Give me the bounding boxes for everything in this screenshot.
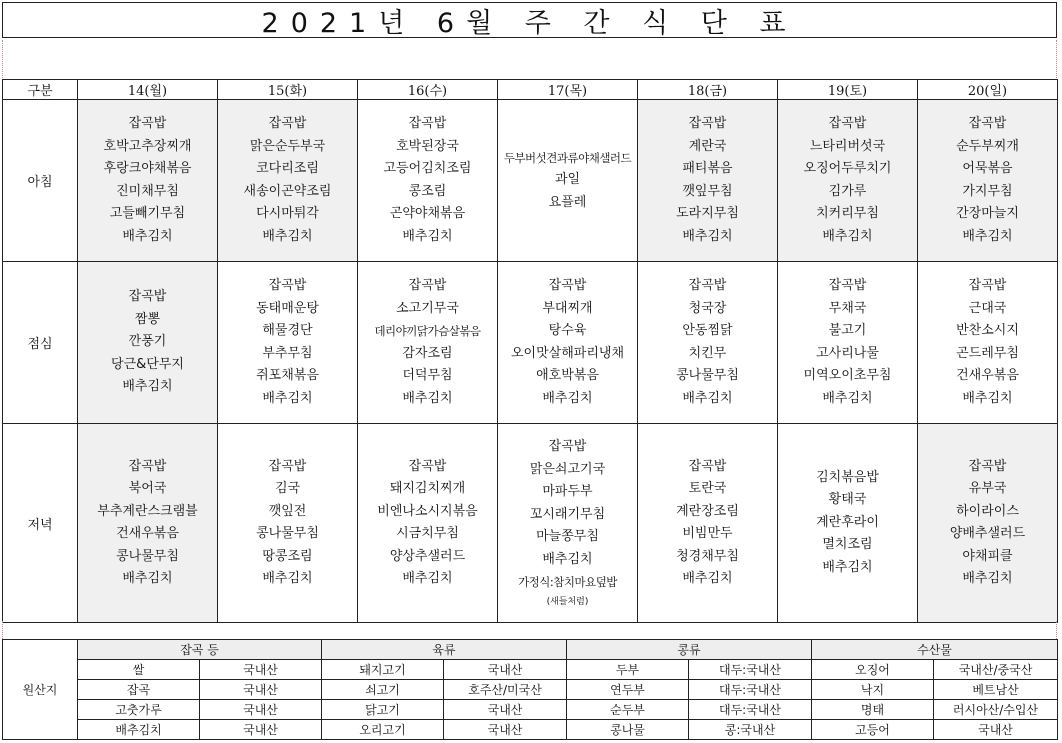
origin-item: 고춧가루	[78, 700, 200, 720]
menu-item: 느타리버섯국	[809, 138, 886, 154]
origin-item: 콩나물	[567, 720, 689, 740]
menu-item: 배추김치	[262, 228, 313, 244]
menu-item: 다시마튀각	[256, 206, 319, 221]
menu-item: 배추김치	[262, 390, 313, 406]
menu-item: 배추김치	[682, 571, 733, 586]
origin-row	[3, 660, 1058, 680]
origin-item: 오리고기	[322, 720, 444, 740]
menu-cell	[638, 100, 778, 262]
origin-country: 대두:국내산	[689, 700, 812, 720]
origin-item: 낙지	[812, 680, 934, 700]
menu-item: 쥐포채볶음	[256, 368, 319, 383]
menu-item: 배추김치	[122, 228, 173, 244]
menu-item: 과일	[554, 172, 581, 188]
menu-item: 오이맛살해파리냉채	[510, 345, 625, 361]
spacer-row	[2, 621, 1057, 639]
origin-item: 두부	[567, 660, 689, 680]
origin-group-grain: 잡곡 등	[78, 640, 322, 660]
origin-country: 국내산	[934, 720, 1058, 740]
menu-item: 배추김치	[962, 390, 1013, 406]
origin-row	[3, 680, 1058, 700]
menu-item: 탕수육	[548, 323, 587, 338]
menu-item: 도라지무침	[676, 206, 739, 221]
menu-item: 양배추샐러드	[949, 526, 1026, 541]
menu-item: 안동찜닭	[682, 323, 733, 338]
meal-label: 점심	[3, 262, 78, 424]
menu-item: 데리야끼닭가슴살볶음	[374, 324, 481, 338]
menu-item: 부대찌개	[542, 300, 593, 316]
menu-item: 호박고추장찌개	[103, 138, 192, 154]
menu-item: 마파두부	[542, 484, 593, 500]
menu-item: 잡곡밥	[688, 116, 727, 131]
menu-item: 잡곡밥	[408, 278, 447, 293]
origin-table	[2, 639, 1058, 740]
header-day-wed: 16(수)	[358, 80, 498, 100]
header-day-mon: 14(월)	[78, 80, 218, 100]
menu-item: 깻잎무침	[682, 183, 733, 199]
menu-item: 근대국	[968, 300, 1007, 316]
header-row	[3, 80, 1058, 100]
weekly-menu-table	[2, 79, 1058, 623]
menu-item: 계란후라이	[816, 514, 879, 530]
menu-item: 꼬시래기무침	[529, 506, 606, 522]
origin-item: 배추김치	[78, 720, 200, 740]
origin-item: 순두부	[567, 700, 689, 720]
menu-item: 고들빼기무침	[109, 206, 186, 221]
page-title: 2021년 6월 주 간 식 단 표	[2, 2, 1057, 38]
origin-country: 국내산	[444, 660, 567, 680]
menu-cell	[918, 424, 1058, 623]
menu-item: 배추김치	[262, 571, 313, 586]
menu-item: 콩나물무침	[256, 526, 319, 541]
menu-item: 콩나물무침	[116, 548, 179, 564]
menu-item: 가지무침	[962, 183, 1013, 199]
menu-item: 청국장	[688, 300, 727, 316]
header-day-thu: 17(목)	[498, 80, 638, 100]
menu-item: 콩조림	[408, 183, 447, 199]
header-day-tue: 15(화)	[218, 80, 358, 100]
menu-item: 잡곡밥	[548, 278, 587, 293]
menu-cell	[218, 100, 358, 262]
menu-item: 토란국	[688, 481, 727, 496]
menu-item: 김국	[274, 481, 301, 496]
origin-group-seafood: 수산물	[812, 640, 1058, 660]
menu-item: 무채국	[828, 300, 867, 316]
menu-item: 감자조림	[402, 345, 453, 361]
menu-cell	[218, 424, 358, 623]
origin-item: 쇠고기	[322, 680, 444, 700]
menu-item: 건새우볶음	[116, 526, 179, 541]
menu-item: 소고기무국	[396, 300, 459, 316]
menu-item: 잡곡밥	[828, 116, 867, 131]
menu-item: 새송이곤약조림	[243, 183, 332, 199]
origin-country: 국내산	[200, 720, 322, 740]
menu-item: 해물경단	[262, 323, 313, 338]
menu-item: 배추김치	[682, 228, 733, 244]
menu-item: 불고기	[828, 323, 867, 338]
menu-item: 마늘쫑무침	[536, 529, 599, 545]
menu-item: 배추김치	[822, 228, 873, 244]
menu-item: 반찬소시지	[956, 323, 1019, 338]
menu-item: 배추김치	[542, 551, 593, 567]
menu-item: 곤약야채볶음	[389, 206, 466, 221]
menu-item: 잡곡밥	[128, 289, 167, 305]
menu-item: 배추김치	[962, 228, 1013, 244]
menu-item: 계란장조림	[676, 503, 739, 519]
meal-label: 저녁	[3, 424, 78, 623]
menu-cell	[78, 100, 218, 262]
menu-item: 후랑크야채볶음	[103, 161, 192, 176]
menu-item: 오징어두루치기	[803, 161, 892, 176]
menu-item: 잡곡밥	[408, 458, 447, 474]
menu-item: 두부버섯견과류야채샐러드	[503, 150, 632, 165]
menu-cell	[778, 424, 918, 623]
menu-cell	[778, 100, 918, 262]
menu-item: 순두부찌개	[956, 138, 1019, 154]
menu-item: 잡곡밥	[968, 116, 1007, 131]
header-day-sat: 19(토)	[778, 80, 918, 100]
menu-item: 배추김치	[402, 390, 453, 406]
menu-item: 더덕무침	[402, 368, 453, 383]
menu-item: 양상추샐러드	[389, 548, 466, 564]
menu-item: 배추김치	[822, 390, 873, 406]
menu-item: 비엔나소시지볶음	[377, 503, 478, 519]
menu-item: 야채피클	[962, 548, 1013, 564]
origin-item: 쌀	[78, 660, 200, 680]
menu-cell	[498, 262, 638, 424]
origin-country: 베트남산	[934, 680, 1058, 700]
menu-item: 시금치무침	[396, 526, 459, 541]
menu-item: 잡곡밥	[128, 458, 167, 474]
menu-cell	[638, 424, 778, 623]
menu-item: 비빔만두	[682, 526, 733, 541]
menu-item: 하이라이스	[956, 503, 1019, 519]
menu-item: 간장마늘지	[956, 206, 1019, 221]
menu-item: 배추김치	[542, 390, 593, 406]
origin-country: 국내산	[444, 700, 567, 720]
meal-row-breakfast	[3, 100, 1058, 262]
menu-cell	[498, 100, 638, 262]
origin-item: 고등어	[812, 720, 934, 740]
origin-country: 국내산	[200, 680, 322, 700]
menu-item: 잡곡밥	[268, 458, 307, 474]
menu-item: 건새우볶음	[956, 368, 1019, 383]
origin-row	[3, 720, 1058, 740]
menu-item: 맑은순두부국	[249, 138, 326, 154]
menu-item: 돼지김치찌개	[389, 481, 466, 496]
header-gubun: 구분	[3, 80, 78, 100]
menu-item: 잡곡밥	[408, 116, 447, 131]
menu-cell	[218, 262, 358, 424]
origin-row	[3, 700, 1058, 720]
blank-row	[2, 40, 1057, 78]
menu-item: 콩나물무침	[676, 368, 739, 383]
menu-item: 김가루	[828, 183, 867, 199]
origin-group-meat: 육류	[322, 640, 567, 660]
menu-item: 당근&단무지	[111, 356, 184, 372]
menu-sheet	[2, 2, 1058, 740]
menu-item: 황태국	[828, 492, 867, 508]
menu-item: 호박된장국	[396, 138, 459, 154]
menu-item: 배추김치	[822, 559, 873, 575]
menu-item: 고등어김치조림	[383, 161, 472, 176]
menu-item: 북어국	[128, 481, 167, 496]
menu-item: 패티볶음	[682, 161, 733, 176]
origin-item: 명태	[812, 700, 934, 720]
menu-cell	[778, 262, 918, 424]
menu-item: 미역오이초무침	[803, 368, 892, 383]
menu-cell	[78, 424, 218, 623]
origin-country: 콩:국내산	[689, 720, 812, 740]
menu-cell	[358, 424, 498, 623]
origin-item: 연두부	[567, 680, 689, 700]
menu-item: 잡곡밥	[968, 458, 1007, 474]
origin-group-row	[3, 640, 1058, 660]
meal-row-dinner	[3, 424, 1058, 623]
menu-item: 멸치조림	[822, 537, 873, 553]
menu-item: 어묵볶음	[962, 161, 1013, 176]
menu-item: 치킨무	[688, 345, 727, 361]
menu-item: 잡곡밥	[128, 116, 167, 131]
origin-country: 국내산	[200, 700, 322, 720]
menu-item: 치커리무침	[816, 206, 879, 221]
menu-item: 곤드레무침	[956, 345, 1019, 361]
menu-item: 잡곡밥	[968, 278, 1007, 293]
menu-item: 잡곡밥	[688, 278, 727, 293]
menu-item: 애호박볶음	[536, 368, 599, 383]
meal-label: 아침	[3, 100, 78, 262]
menu-cell	[638, 262, 778, 424]
menu-item: 요플레	[548, 194, 587, 210]
menu-cell	[358, 100, 498, 262]
origin-item: 잡곡	[78, 680, 200, 700]
origin-country: 호주산/미국산	[444, 680, 567, 700]
menu-item: 잡곡밥	[268, 116, 307, 131]
menu-cell	[498, 424, 638, 623]
menu-item: 동태매운탕	[256, 300, 319, 316]
menu-cell	[918, 262, 1058, 424]
menu-cell	[358, 262, 498, 424]
menu-item: 유부국	[968, 481, 1007, 496]
menu-item: 진미채무침	[116, 183, 179, 199]
menu-item: 맑은쇠고기국	[529, 461, 606, 477]
origin-country: 국내산	[200, 660, 322, 680]
meal-row-lunch	[3, 262, 1058, 424]
menu-item: 고사리나물	[816, 345, 879, 361]
menu-cell	[78, 262, 218, 424]
menu-item: 땅콩조림	[262, 548, 313, 564]
menu-item: 배추김치	[962, 571, 1013, 586]
menu-item: 잡곡밥	[688, 458, 727, 474]
menu-item: 배추김치	[122, 379, 173, 395]
menu-item: 김치볶음밥	[816, 469, 879, 485]
menu-item: 가정식:참치마요덮밥	[518, 575, 617, 590]
menu-cell	[918, 100, 1058, 262]
origin-country: 국내산	[444, 720, 567, 740]
menu-item-note: (새들처럼)	[546, 596, 589, 607]
menu-item: 부추계란스크램블	[97, 503, 198, 519]
menu-item: 짬뽕	[134, 311, 161, 327]
origin-country: 러시아산/수입산	[934, 700, 1058, 720]
menu-item: 잡곡밥	[828, 278, 867, 293]
menu-item: 배추김치	[402, 228, 453, 244]
origin-item: 오징어	[812, 660, 934, 680]
menu-item: 청경채무침	[676, 548, 739, 564]
origin-label: 원산지	[3, 640, 78, 740]
header-day-fri: 18(금)	[638, 80, 778, 100]
menu-item: 잡곡밥	[548, 439, 587, 455]
menu-item: 배추김치	[402, 571, 453, 586]
origin-country: 대두:국내산	[689, 680, 812, 700]
header-day-sun: 20(일)	[918, 80, 1058, 100]
menu-item: 깻잎전	[268, 503, 307, 519]
menu-item: 잡곡밥	[268, 278, 307, 293]
origin-country: 대두:국내산	[689, 660, 812, 680]
origin-item: 돼지고기	[322, 660, 444, 680]
menu-item: 계란국	[688, 138, 727, 154]
menu-item: 배추김치	[122, 571, 173, 586]
menu-item: 깐풍기	[128, 334, 167, 350]
origin-country: 국내산/중국산	[934, 660, 1058, 680]
menu-item: 부추무침	[262, 345, 313, 361]
menu-item: 배추김치	[682, 390, 733, 406]
origin-item: 닭고기	[322, 700, 444, 720]
menu-item: 코다리조림	[256, 161, 319, 176]
origin-group-beans: 콩류	[567, 640, 812, 660]
